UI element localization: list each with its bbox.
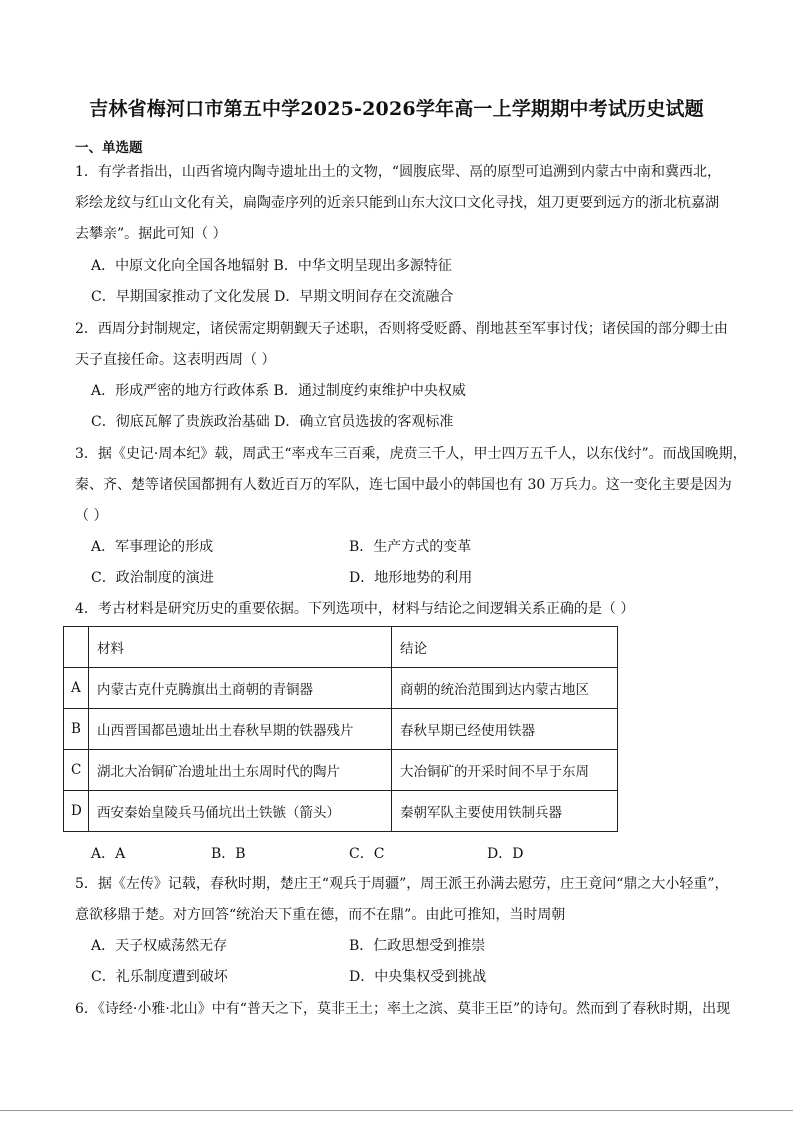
table-row-conclusion: 大冶铜矿的开采时间不早于东周	[392, 750, 618, 791]
q1-option-row-2[interactable]: C．早期国家推动了文化发展 D．早期文明间存在交流融合	[91, 289, 454, 305]
q5-line-1: 5．据《左传》记载，春秋时期，楚庄王“观兵于周疆”，周王派王孙满去慰劳，庄王竟问“鼎之大小轻重”，	[75, 876, 729, 892]
q3-option-c[interactable]: C．政治制度的演进	[91, 570, 214, 586]
q2-option-row-2[interactable]: C．彻底瓦解了贵族政治基础 D．确立官员选拔的客观标准	[91, 414, 454, 430]
q4-option-c[interactable]: C．C	[349, 846, 385, 862]
table-row	[64, 750, 618, 791]
q5-option-a[interactable]: A．天子权威荡然无存	[91, 938, 228, 954]
q4-option-d[interactable]: D．D	[487, 846, 524, 862]
table-row-material: 西安秦始皇陵兵马俑坑出土铁镞（箭头）	[89, 791, 392, 832]
table-row	[64, 668, 618, 709]
q5-line-2: 意欲移鼎于楚。对方回答“统治天下重在德，而不在鼎”。由此可推知，当时周朝	[75, 907, 566, 923]
table-row	[64, 709, 618, 750]
table-header-conclusion: 结论	[392, 627, 618, 668]
q1-line-2: 彩绘龙纹与红山文化有关，扁陶壶序列的近亲只能到山东大汶口文化寻找，俎刀更要到远方的浙北杭嘉湖	[75, 195, 719, 211]
table-header-cell	[64, 627, 89, 668]
q2-line-1: 2．西周分封制规定，诸侯需定期朝觐天子述职，否则将受贬爵、削地甚至军事讨伐；诸侯国的部分卿士由	[75, 321, 728, 337]
table-row-key: D	[64, 791, 89, 832]
table-row-conclusion: 秦朝军队主要使用铁制兵器	[392, 791, 618, 832]
table-row-key: A	[64, 668, 89, 709]
q3-option-a[interactable]: A．军事理论的形成	[91, 539, 214, 555]
q3-line-1: 3．据《史记·周本纪》载，周武王“率戎车三百乘，虎贲三千人，甲士四万五千人，以东伐纣”。而战国晚期，	[75, 446, 747, 462]
table-row-conclusion: 商朝的统治范围到达内蒙古地区	[392, 668, 618, 709]
q3-option-d[interactable]: D．地形地势的利用	[349, 570, 473, 586]
table-row-key: B	[64, 709, 89, 750]
q3-line-2: 秦、齐、楚等诸侯国都拥有人数近百万的军队，连七国中最小的韩国也有 30 万兵力。这一变化主要是因为	[75, 477, 732, 493]
q5-option-b[interactable]: B．仁政思想受到推崇	[349, 938, 486, 954]
table-row-material: 湖北大冶铜矿冶遗址出土东周时代的陶片	[89, 750, 392, 791]
table-row	[64, 791, 618, 832]
q4-option-a[interactable]: A．A	[91, 846, 126, 862]
q5-option-d[interactable]: D．中央集权受到挑战	[349, 969, 487, 985]
q4-line-1: 4．考古材料是研究历史的重要依据。下列选项中，材料与结论之间逻辑关系正确的是（ ）	[75, 601, 635, 617]
table-header-row	[64, 627, 618, 668]
table-header-material: 材料	[89, 627, 392, 668]
q1-option-row-1[interactable]: A．中原文化向全国各地辐射 B．中华文明呈现出多源特征	[91, 258, 452, 274]
q4-table	[63, 626, 618, 832]
section-heading: 一、单选题	[75, 140, 143, 156]
table-row-conclusion: 春秋早期已经使用铁器	[392, 709, 618, 750]
q3-option-b[interactable]: B．生产方式的变革	[349, 539, 472, 555]
q1-line-1: 1．有学者指出，山西省境内陶寺遗址出土的文物，“圆腹底斝、鬲的原型可追溯到内蒙古中南和冀西北，	[75, 164, 722, 180]
q1-line-3: 去攀亲”。据此可知（ ）	[75, 226, 227, 242]
page-title: 吉林省梅河口市第五中学2025-2026学年高一上学期期中考试历史试题	[89, 98, 704, 120]
q2-line-2: 天子直接任命。这表明西周（ ）	[75, 352, 276, 368]
q5-option-c[interactable]: C．礼乐制度遭到破坏	[91, 969, 228, 985]
q3-line-3: （ ）	[75, 508, 108, 524]
q6-line-1: 6．《诗经·小雅·北山》中有“普天之下，莫非王土；率土之滨、莫非王臣”的诗句。然而到了春秋时期，出现	[75, 1001, 731, 1017]
table-row-key: C	[64, 750, 89, 791]
table-row-material: 内蒙古克什克腾旗出土商朝的青铜器	[89, 668, 392, 709]
q2-option-row-1[interactable]: A．形成严密的地方行政体系 B．通过制度约束维护中央权威	[91, 383, 466, 399]
page-bottom-divider	[0, 1110, 793, 1111]
q4-option-b[interactable]: B．B	[211, 846, 246, 862]
table-row-material: 山西晋国都邑遗址出土春秋早期的铁器残片	[89, 709, 392, 750]
